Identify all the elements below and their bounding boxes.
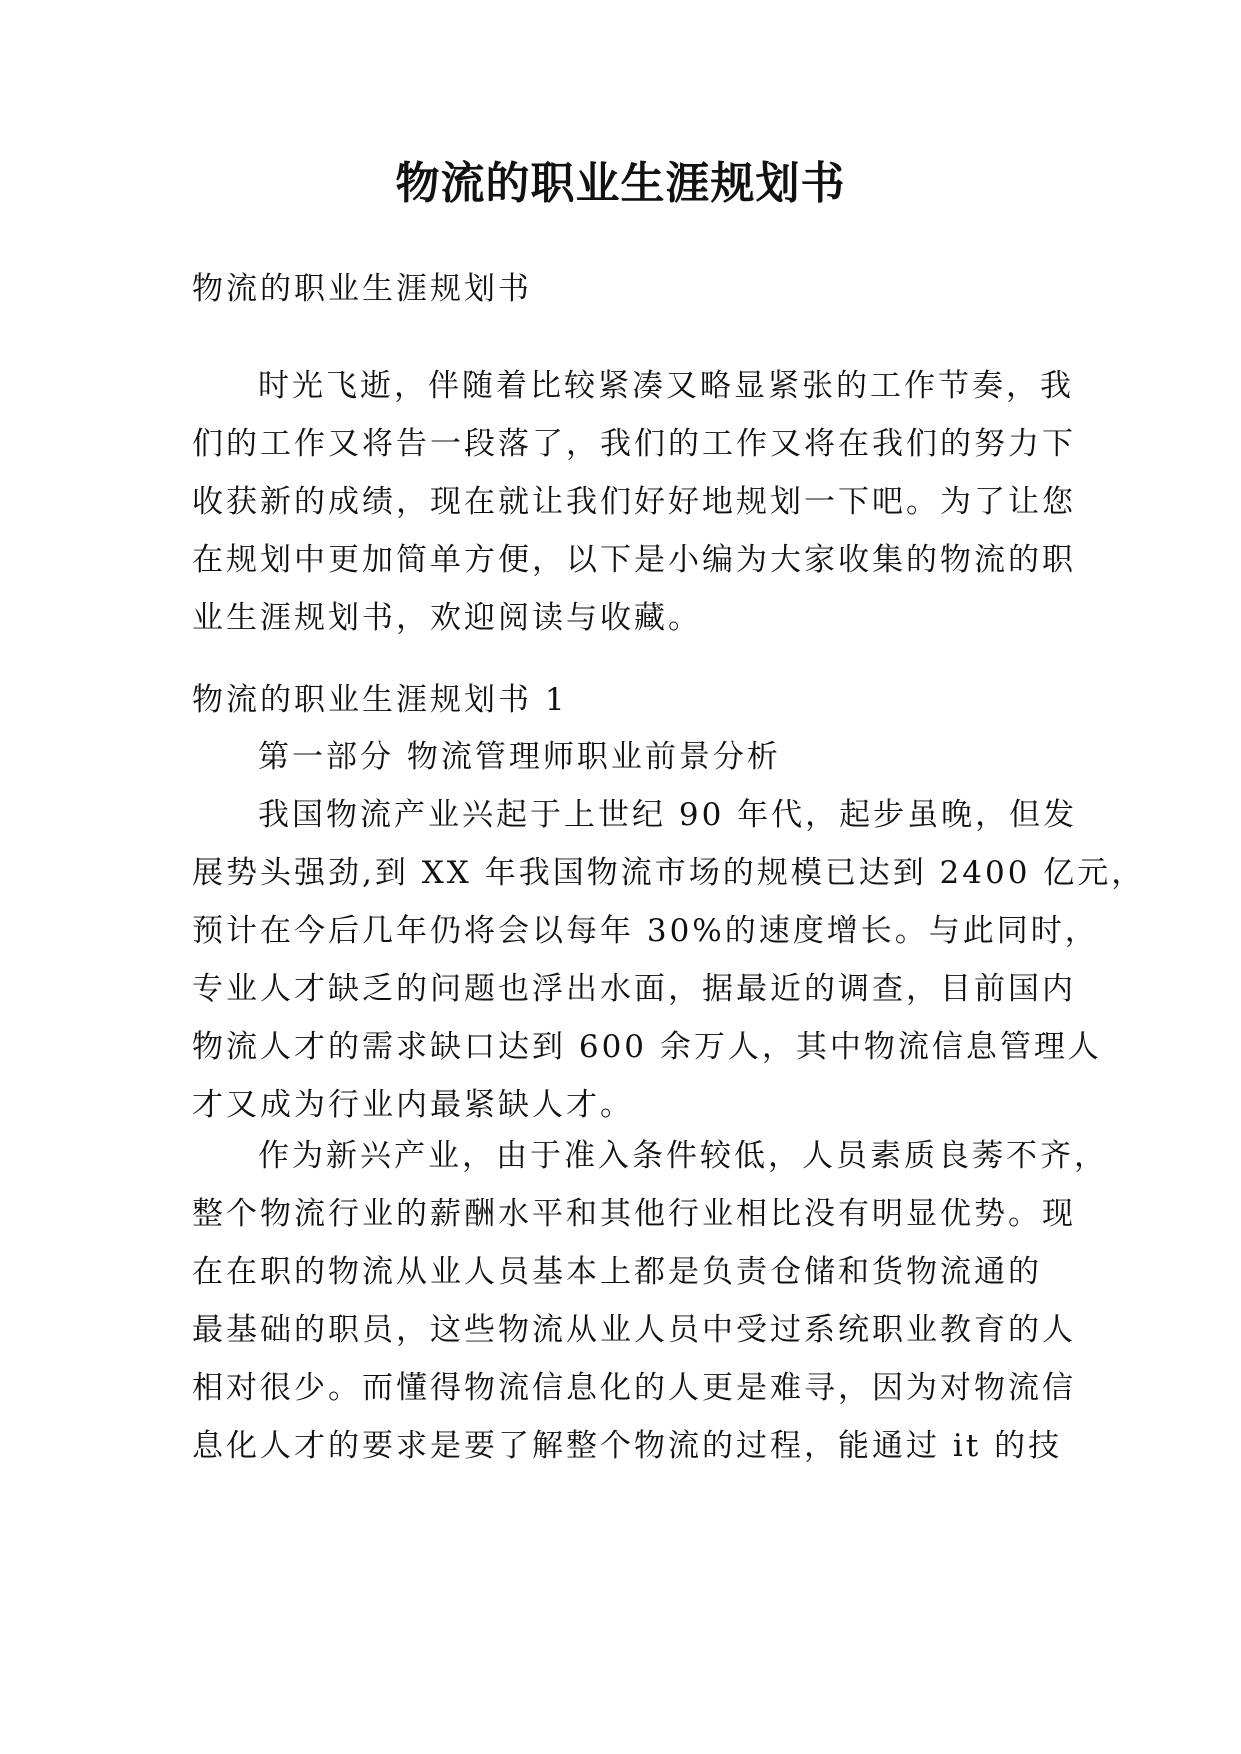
paragraph-line: 专业人才缺乏的问题也浮出水面，据最近的调查，目前国内 [192, 971, 1076, 1007]
intro-paragraph [192, 357, 1076, 647]
paragraph-2 [192, 1127, 1108, 1475]
paragraph-line: 在在职的物流从业人员基本上都是负责仓储和货物流通的 [192, 1254, 1042, 1290]
paragraph-1 [192, 786, 1146, 1134]
part-heading [192, 728, 1062, 786]
paragraph-line: 息化人才的要求是要了解整个物流的过程，能通过 it 的技 [192, 1428, 1063, 1464]
section-heading [192, 671, 1062, 729]
part-heading-line: 第一部分 物流管理师职业前景分析 [258, 739, 781, 775]
intro-line: 在规划中更加简单方便，以下是小编为大家收集的物流的职 [192, 542, 1076, 578]
section-heading-line: 物流的职业生涯规划书 1 [192, 682, 568, 718]
paragraph-line: 作为新兴产业，由于准入条件较低，人员素质良莠不齐， [258, 1138, 1108, 1174]
intro-line: 时光飞逝，伴随着比较紧凑又略显紧张的工作节奏，我 [258, 368, 1074, 404]
document-title: 物流的职业生涯规划书 [395, 158, 846, 209]
paragraph-line: 预计在今后几年仍将会以每年 30%的速度增长。与此同时， [192, 913, 1099, 949]
subtitle [192, 260, 1062, 318]
paragraph-line: 相对很少。而懂得物流信息化的人更是难寻，因为对物流信 [192, 1370, 1076, 1406]
paragraph-line: 整个物流行业的薪酬水平和其他行业相比没有明显优势。现 [192, 1196, 1076, 1232]
intro-line: 们的工作又将告一段落了，我们的工作又将在我们的努力下 [192, 426, 1076, 462]
paragraph-line: 我国物流产业兴起于上世纪 90 年代，起步虽晚，但发 [258, 797, 1078, 833]
intro-line: 收获新的成绩，现在就让我们好好地规划一下吧。为了让您 [192, 484, 1076, 520]
paragraph-line: 展势头强劲,到 XX 年我国物流市场的规模已达到 2400 亿元， [192, 855, 1146, 891]
paragraph-line: 最基础的职员，这些物流从业人员中受过系统职业教育的人 [192, 1312, 1076, 1348]
paragraph-line: 才又成为行业内最紧缺人才。 [192, 1087, 634, 1123]
subtitle-line: 物流的职业生涯规划书 [192, 271, 532, 307]
paragraph-line: 物流人才的需求缺口达到 600 余万人，其中物流信息管理人 [192, 1029, 1102, 1065]
intro-line: 业生涯规划书，欢迎阅读与收藏。 [192, 600, 702, 636]
